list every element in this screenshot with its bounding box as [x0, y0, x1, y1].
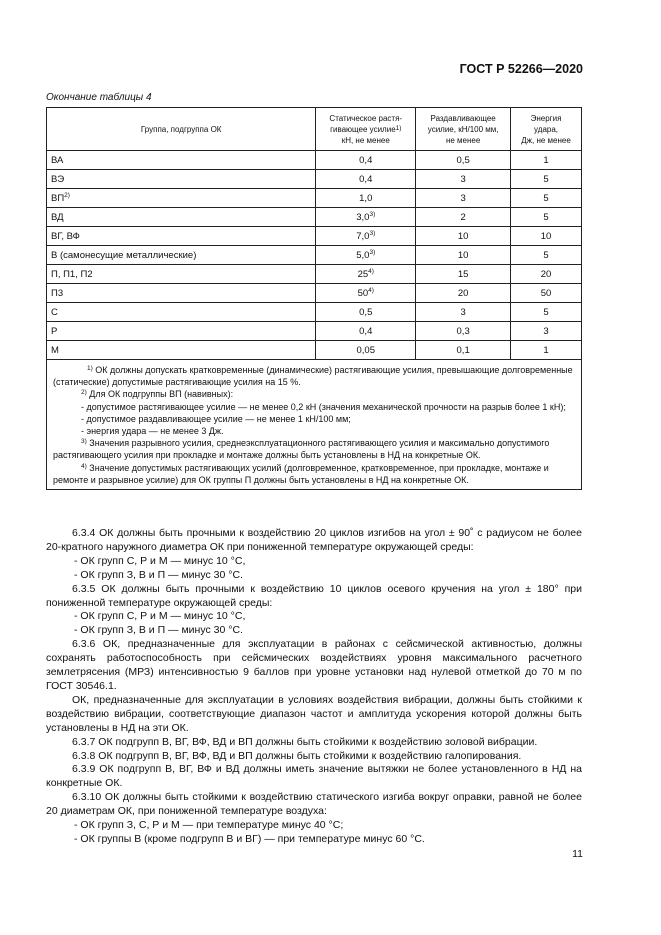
- col-header-crush-line1: Раздавливающее: [430, 113, 496, 123]
- footnote-3-text: Значения разрывного усилия, среднеэксплуатационного растягивающего усилия и максимально допустимого растягивающего усилия при прокладке и монтаже должны быть установлены в НД на конкретные ОК.: [53, 438, 550, 461]
- table-row: [47, 246, 582, 265]
- cell-static: [316, 341, 416, 360]
- col-header-energy-line1: Энергия: [530, 113, 562, 123]
- cell-crush: 0,3: [416, 322, 511, 341]
- static-text: 0,4: [359, 173, 373, 185]
- cell-energy: 1: [511, 151, 582, 170]
- list-item: - ОК групп З, В и П — минус 30 °С.: [74, 624, 243, 637]
- cell-group: [47, 151, 316, 170]
- footnote-3: [53, 437, 575, 461]
- cell-static: [316, 284, 416, 303]
- col-header-crush: [416, 108, 511, 151]
- static-text: 5,0: [356, 249, 370, 261]
- cell-energy: 5: [511, 208, 582, 227]
- cell-energy: 3: [511, 322, 582, 341]
- footnote-2-mark: 2): [81, 389, 87, 397]
- static-text: 1,0: [359, 192, 373, 204]
- table-caption: Окончание таблицы 4: [46, 92, 152, 103]
- cell-crush: 10: [416, 227, 511, 246]
- cell-group: [47, 208, 316, 227]
- group-text: Р: [51, 325, 58, 337]
- footnote-1-mark: 1): [87, 365, 93, 372]
- footnote-4-mark: 4): [81, 462, 87, 470]
- cell-group: [47, 265, 316, 284]
- group-text: В (самонесущие металлические): [51, 249, 197, 261]
- paragraph-vibration: ОК, предназначенные для эксплуатации в условиях воздействия вибрации, должны быть стойкими к воздействию вибрации, соответствующие диапазон частот и амплитуда ускорения которой должны быть установлены в НД на эти ОК.: [46, 693, 582, 734]
- col-header-static-line3: кН, не менее: [341, 135, 390, 145]
- col-header-group: [47, 108, 316, 151]
- cell-static: [316, 303, 416, 322]
- cell-crush: 0,1: [416, 341, 511, 360]
- cell-group: [47, 322, 316, 341]
- static-text: 0,4: [359, 325, 373, 337]
- static-text: 25: [357, 268, 369, 280]
- col-header-energy-line2: удара,: [534, 124, 559, 134]
- col-header-static-line2: гивающее усилие: [330, 124, 396, 134]
- group-text: ВД: [51, 211, 64, 223]
- cell-crush: 2: [416, 208, 511, 227]
- body-text: [46, 527, 582, 847]
- table-row: [47, 341, 582, 360]
- list-item: - ОК группы В (кроме подгрупп В и ВГ) — при температуре минус 60 °С.: [74, 832, 425, 845]
- static-text: 0,05: [356, 344, 375, 356]
- footnote-3-mark: 3): [81, 438, 87, 446]
- table-row: [47, 227, 582, 246]
- page-number: 11: [572, 848, 583, 860]
- cell-group: [47, 284, 316, 303]
- paragraph-6-3-8: 6.3.8 ОК подгрупп В, ВГ, ВФ, ВД и ВП должны быть стойкими к воздействию галопирования.: [72, 749, 522, 762]
- cell-energy: 20: [511, 265, 582, 284]
- static-text: 0,4: [359, 154, 373, 166]
- table-row: [47, 151, 582, 170]
- cell-group: [47, 227, 316, 246]
- table-row: [47, 189, 582, 208]
- static-text: 7,0: [356, 230, 370, 242]
- cell-energy: 5: [511, 246, 582, 265]
- cell-crush: 10: [416, 246, 511, 265]
- cell-static: [316, 322, 416, 341]
- footnote-2: [53, 388, 575, 400]
- group-text: ВА: [51, 154, 64, 166]
- cell-static: [316, 189, 416, 208]
- col-header-static-sup: 1): [395, 124, 402, 132]
- table-row: [47, 303, 582, 322]
- col-header-crush-line2: усилие, кН/100 мм,: [427, 124, 499, 134]
- col-header-static: [316, 108, 416, 151]
- col-header-energy: [511, 108, 582, 151]
- cell-static: [316, 227, 416, 246]
- static-text: 3,0: [356, 211, 370, 223]
- cell-energy: 1: [511, 341, 582, 360]
- paragraph-6-3-5: 6.3.5 ОК должны быть прочными к воздействию 10 циклов осевого кручения на угол ± 180° при пониженной температуре окружающей среды:: [46, 582, 582, 609]
- table-row: [47, 322, 582, 341]
- paragraph-6-3-10: 6.3.10 ОК должны быть стойкими к воздействию статического изгиба вокруг оправки, равной не более 20 диаметрам ОК, при пониженной температуре воздуха:: [46, 791, 582, 818]
- cell-group: [47, 189, 316, 208]
- footnote-2-item: - энергия удара — не менее 3 Дж.: [81, 426, 224, 437]
- col-header-group-label: Группа, подгруппа ОК: [140, 124, 222, 134]
- col-header-energy-line3: Дж, не менее: [521, 135, 571, 145]
- table-footnotes-row: [47, 360, 582, 490]
- cell-energy: 50: [511, 284, 582, 303]
- static-sup: 4): [368, 267, 374, 275]
- group-text: М: [51, 344, 59, 356]
- static-text: 50: [357, 287, 369, 299]
- table-row: [47, 170, 582, 189]
- footnote-4-text: Значение допустимых растягивающих усилий (долговременное, кратковременное, при прокладке, монтаже и ремонте и разрывное усилие) для ОК группы П должны быть установлены в НД на конкретные ОК.: [53, 462, 549, 485]
- static-sup: 3): [369, 248, 376, 256]
- cell-energy: 10: [511, 227, 582, 246]
- cell-static: [316, 151, 416, 170]
- cell-crush: 20: [416, 284, 511, 303]
- cell-static: [316, 265, 416, 284]
- cell-crush: 0,5: [416, 151, 511, 170]
- table-header-row: [47, 108, 582, 151]
- cell-energy: 5: [511, 170, 582, 189]
- cell-group: [47, 303, 316, 322]
- static-sup: 4): [368, 286, 374, 294]
- group-text: С: [51, 306, 58, 318]
- group-text: П3: [51, 287, 64, 299]
- static-text: 0,5: [359, 306, 373, 318]
- cell-crush: 3: [416, 189, 511, 208]
- cell-energy: 5: [511, 189, 582, 208]
- static-sup: 3): [369, 210, 376, 218]
- table-row: [47, 284, 582, 303]
- list-item: - ОК групп З, В и П — минус 30 °С.: [74, 568, 243, 581]
- footnote-1-text: ОК должны допускать кратковременные (динамические) растягивающие усилия, превышающие долговременные (статические) допустимые растягивающие усилия на 15 %.: [53, 365, 573, 388]
- table-row: [47, 208, 582, 227]
- cell-group: [47, 170, 316, 189]
- cell-static: [316, 170, 416, 189]
- document-standard-number: ГОСТ Р 52266—2020: [459, 62, 583, 76]
- list-item: - ОК групп З, С, Р и М — при температуре минус 40 °С;: [74, 819, 344, 832]
- group-text: ВЭ: [51, 173, 65, 185]
- list-item: - ОК групп С, Р и М — минус 10 °С,: [74, 554, 246, 567]
- group-sup: 2): [64, 191, 70, 199]
- col-header-crush-line3: не менее: [445, 135, 481, 145]
- paragraph-6-3-7: 6.3.7 ОК подгрупп В, ВГ, ВФ, ВД и ВП должны быть стойкими к воздействию золовой вибрации.: [72, 735, 538, 748]
- group-text: ВГ, ВФ: [51, 230, 80, 242]
- group-text: ВП: [51, 192, 65, 204]
- cell-group: [47, 341, 316, 360]
- table-row: [47, 265, 582, 284]
- table-footnotes: [47, 360, 582, 490]
- list-item: - ОК групп С, Р и М — минус 10 °С,: [74, 610, 246, 623]
- col-header-static-line1: Статическое растя-: [329, 113, 403, 123]
- cell-energy: 5: [511, 303, 582, 322]
- footnote-4: [53, 462, 575, 486]
- group-text: П, П1, П2: [51, 268, 93, 280]
- static-sup: 3): [369, 229, 376, 237]
- footnote-2-item: - допустимое раздавливающее усилие — не менее 1 кН/100 мм;: [81, 413, 351, 424]
- paragraph-6-3-9: 6.3.9 ОК подгрупп В, ВГ, ВФ и ВД должны иметь значение вытяжки не более установленного в НД на конкретные ОК.: [46, 763, 582, 790]
- paragraph-6-3-6: 6.3.6 ОК, предназначенные для эксплуатации в районах с сейсмической активностью, должны сохранять работоспособность при сейсмических воздействиях уровня максимального расчетного землетрясения (МРЗ) интенсивностью 9 баллов при уровне установки над нулевой отметкой до 70 м по ГОСТ 30546.1.: [46, 638, 582, 692]
- cell-group: [47, 246, 316, 265]
- paragraph-6-3-4: 6.3.4 ОК должны быть прочными к воздействию 20 циклов изгибов на угол ± 90˚ с радиусом не более 20-кратного наружного диаметра ОК при пониженной температуре окружающей среды:: [46, 527, 582, 553]
- cell-static: [316, 208, 416, 227]
- cell-static: [316, 246, 416, 265]
- cell-crush: 15: [416, 265, 511, 284]
- footnote-1: [53, 364, 575, 388]
- footnote-2-text: Для ОК подгруппы ВП (навивных):: [89, 389, 234, 400]
- cell-crush: 3: [416, 303, 511, 322]
- strength-table: [46, 107, 582, 490]
- footnote-2-item: - допустимое растягивающее усилие — не менее 0,2 кН (значения механической прочности на разрыв более 1 кН);: [81, 401, 566, 412]
- cell-crush: 3: [416, 170, 511, 189]
